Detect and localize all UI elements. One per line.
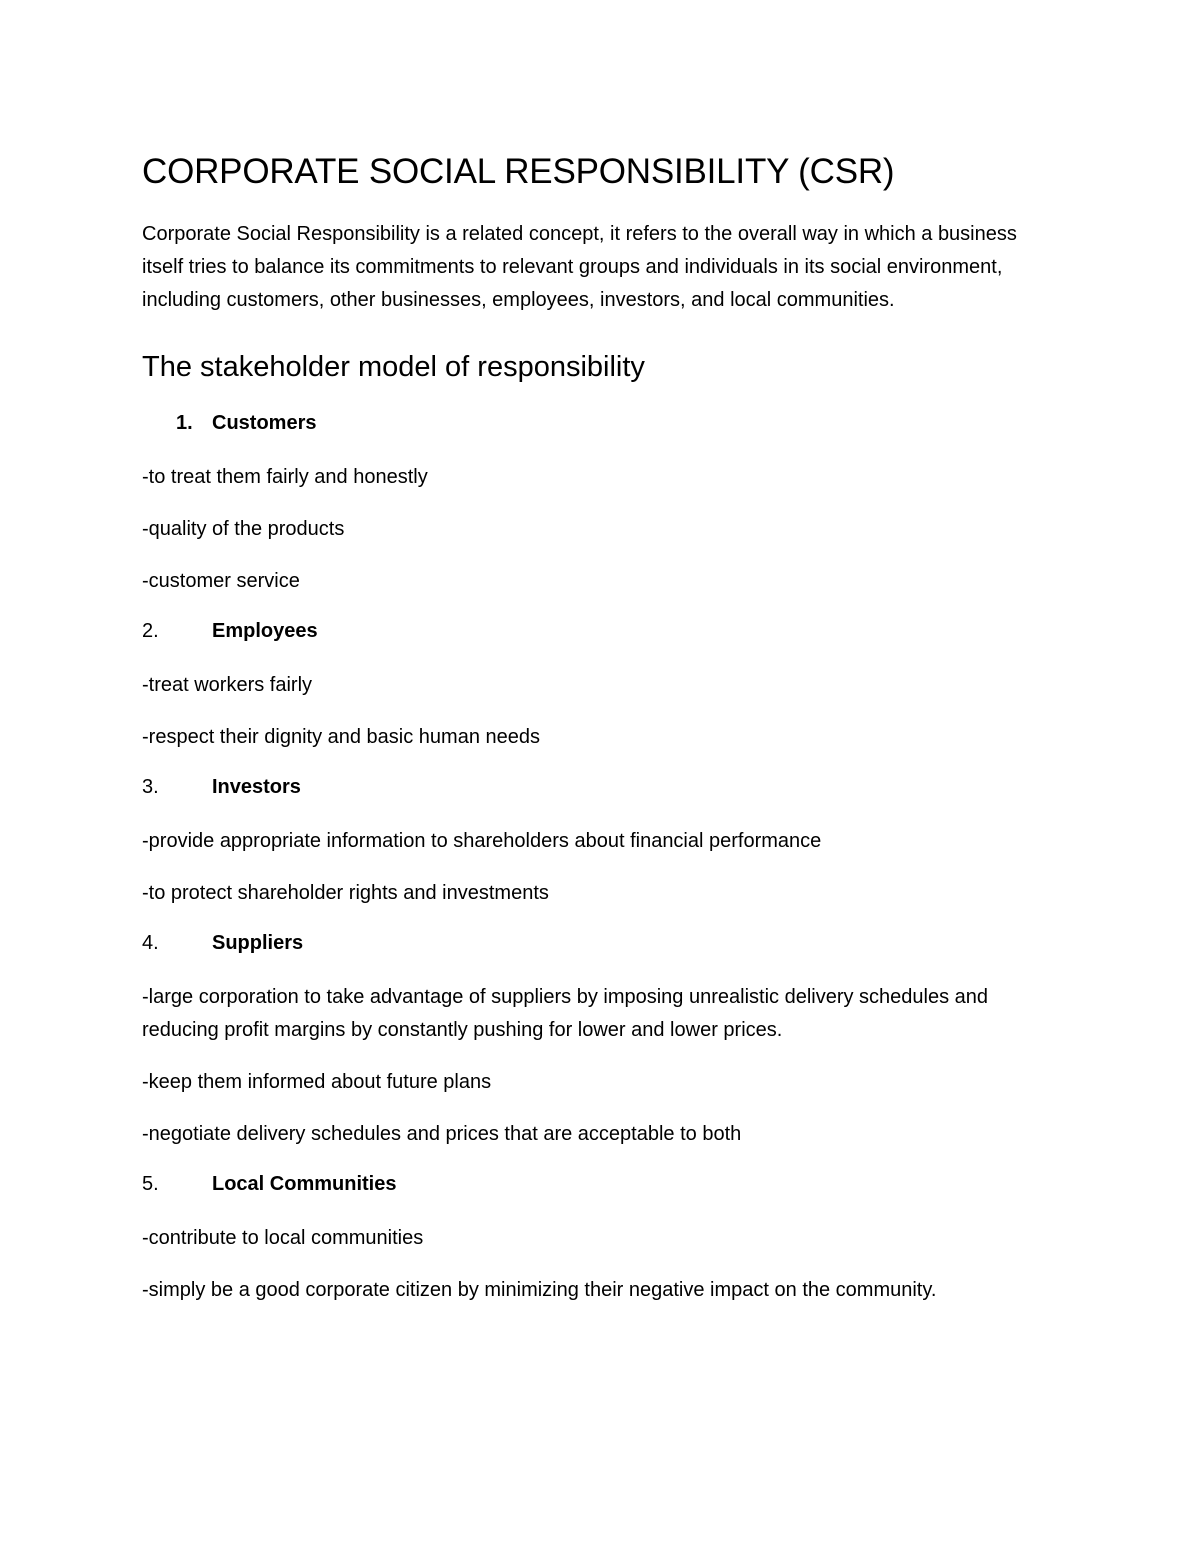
stakeholder-name: Investors bbox=[212, 776, 301, 798]
stakeholder-suppliers bbox=[142, 929, 1062, 1151]
stakeholder-point: -quality of the products bbox=[142, 518, 345, 540]
stakeholder-name: Customers bbox=[212, 412, 317, 434]
stakeholder-point: -provide appropriate information to shareholders about financial performance bbox=[142, 830, 822, 852]
stakeholder-point: -to treat them fairly and honestly bbox=[142, 466, 428, 488]
stakeholder-name: Employees bbox=[212, 620, 318, 642]
stakeholder-number: 3. bbox=[142, 776, 159, 798]
section-heading: The stakeholder model of responsibility bbox=[142, 351, 645, 383]
stakeholder-point: -customer service bbox=[142, 570, 300, 592]
stakeholder-number: 5. bbox=[142, 1173, 159, 1195]
stakeholder-point: -to protect shareholder rights and investments bbox=[142, 882, 549, 904]
stakeholder-heading bbox=[142, 929, 1062, 957]
stakeholder-customers bbox=[142, 409, 1062, 598]
stakeholder-investors bbox=[142, 773, 1062, 910]
stakeholder-heading bbox=[142, 1170, 1062, 1198]
stakeholder-number: 4. bbox=[142, 932, 159, 954]
stakeholder-point: -keep them informed about future plans bbox=[142, 1071, 492, 1093]
stakeholder-employees bbox=[142, 617, 1062, 754]
document-title: CORPORATE SOCIAL RESPONSIBILITY (CSR) bbox=[142, 152, 895, 191]
stakeholder-heading bbox=[142, 409, 1062, 437]
stakeholder-heading bbox=[142, 617, 1062, 645]
stakeholder-name: Suppliers bbox=[212, 932, 304, 954]
intro-paragraph: Corporate Social Responsibility is a related concept, it refers to the overall way in which a business itself tries to balance its commitments to relevant groups and individuals in its social environment, including customers, other businesses, employees, investors, and local communities. bbox=[142, 223, 1017, 311]
document-content bbox=[142, 148, 1062, 1326]
stakeholder-point: -contribute to local communities bbox=[142, 1227, 424, 1249]
stakeholder-local-communities bbox=[142, 1170, 1062, 1307]
stakeholder-point: -respect their dignity and basic human needs bbox=[142, 726, 541, 748]
stakeholder-point: -simply be a good corporate citizen by minimizing their negative impact on the community. bbox=[142, 1279, 937, 1301]
stakeholder-point: -treat workers fairly bbox=[142, 674, 313, 696]
stakeholder-number: 1. bbox=[176, 412, 193, 434]
stakeholder-heading bbox=[142, 773, 1062, 801]
stakeholder-point: -negotiate delivery schedules and prices that are acceptable to both bbox=[142, 1123, 742, 1145]
stakeholder-point: -large corporation to take advantage of suppliers by imposing unrealistic delivery schedules and reducing profit margins by constantly pushing for lower and lower prices. bbox=[142, 986, 989, 1041]
stakeholder-name: Local Communities bbox=[212, 1173, 397, 1195]
stakeholder-number: 2. bbox=[142, 620, 159, 642]
